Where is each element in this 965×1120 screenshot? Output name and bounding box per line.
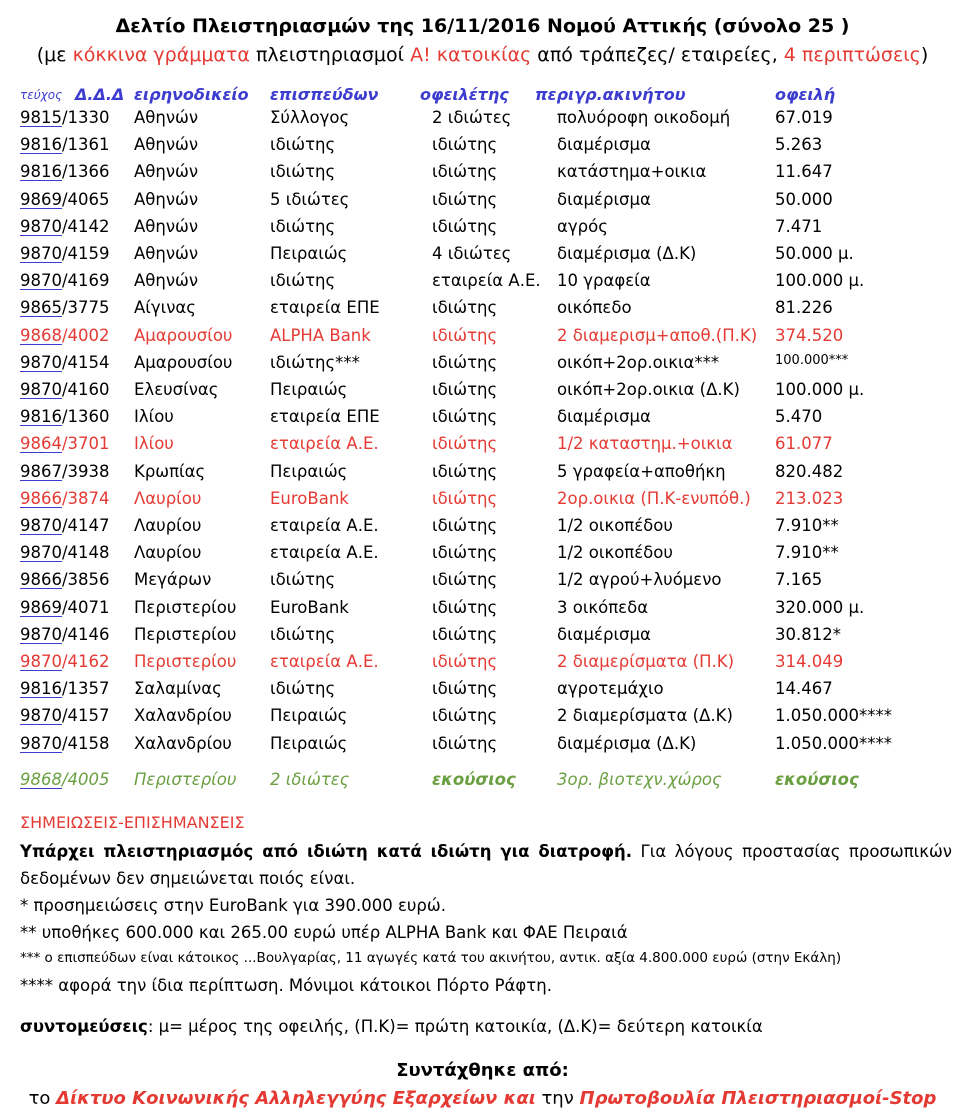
dd-number: /4071 bbox=[62, 597, 110, 617]
property-cell: 5 γραφεία+αποθήκη bbox=[557, 461, 726, 481]
table-row bbox=[0, 298, 965, 325]
property-cell: 1/2 καταστημ.+οικια bbox=[557, 434, 733, 454]
subtitle-part: από τράπεζες/ εταιρείες, bbox=[531, 44, 784, 66]
issue-link[interactable]: 9870 bbox=[20, 271, 62, 291]
table-row bbox=[0, 326, 965, 353]
pursuer-cell: εταιρεία Α.Ε. bbox=[270, 652, 379, 671]
table-row bbox=[0, 271, 965, 298]
dd-number: /1366 bbox=[62, 162, 110, 182]
pursuer-cell: ιδιώτης*** bbox=[270, 352, 360, 372]
issue-link[interactable]: 9816 bbox=[20, 135, 62, 155]
court-cell: Αθηνών bbox=[134, 162, 199, 182]
debt-cell: 314.049 bbox=[775, 652, 844, 671]
court-cell: Χαλανδρίου bbox=[134, 733, 232, 753]
issue-number bbox=[20, 217, 110, 236]
pursuer-cell: εταιρεία Α.Ε. bbox=[270, 543, 379, 563]
court-cell: Λαυρίου bbox=[134, 516, 202, 535]
debt-cell: 14.467 bbox=[775, 679, 833, 699]
dd-number: /4154 bbox=[62, 352, 110, 372]
table-row bbox=[0, 625, 965, 652]
debt-cell: 50.000 bbox=[775, 189, 833, 209]
note-four-star: **** αφορά την ίδια περίπτωση. Μόνιμοι κάτοικοι Πόρτο Ράφτη. bbox=[20, 976, 552, 995]
issue-number bbox=[20, 516, 110, 535]
property-cell: κατάστημα+οικια bbox=[557, 162, 707, 182]
table-row bbox=[0, 516, 965, 543]
table-row bbox=[0, 190, 965, 217]
page-subtitle bbox=[0, 44, 965, 66]
dd-number: /4146 bbox=[62, 624, 110, 644]
debt-cell: 81.226 bbox=[775, 298, 833, 318]
debt-cell: 100.000*** bbox=[775, 352, 849, 368]
debt-cell: 30.812* bbox=[775, 624, 841, 644]
property-cell: 1/2 αγρού+λυόμενο bbox=[557, 570, 722, 590]
pursuer-cell: ιδιώτης bbox=[270, 679, 336, 699]
debtor-cell: ιδιώτης bbox=[432, 461, 498, 481]
issue-link[interactable]: 9870 bbox=[20, 352, 62, 372]
issue-link[interactable]: 9816 bbox=[20, 679, 62, 699]
header-property: περιγρ.ακινήτου bbox=[535, 85, 686, 104]
table-row bbox=[0, 543, 965, 570]
header-debt: οφειλή bbox=[775, 85, 836, 104]
issue-link[interactable]: 9870 bbox=[20, 216, 62, 236]
property-cell: 3 οικόπεδα bbox=[557, 597, 649, 617]
dd-number: /3701 bbox=[62, 434, 110, 454]
issue-number bbox=[20, 380, 110, 399]
debtor-cell: ιδιώτης bbox=[432, 679, 498, 699]
court-cell: Περιστερίου bbox=[134, 597, 237, 617]
court-cell: Περιστερίου bbox=[134, 652, 237, 671]
table-row bbox=[0, 135, 965, 162]
issue-number bbox=[20, 625, 110, 644]
debt-cell: 213.023 bbox=[775, 488, 844, 508]
header-pursuer: επισπεύδων bbox=[270, 85, 379, 104]
note-two-star: ** υποθήκες 600.000 και 265.00 ευρώ υπέρ ALPHA Bank και ΦΑΕ Πειραιά bbox=[20, 923, 628, 942]
pursuer-cell: Πειραιώς bbox=[270, 461, 348, 481]
issue-number bbox=[20, 162, 110, 181]
issue-number bbox=[20, 543, 110, 562]
debtor-cell: ιδιώτης bbox=[432, 516, 498, 535]
table-row bbox=[0, 598, 965, 625]
abbreviations-label: συντομεύσεις bbox=[20, 1017, 148, 1036]
table-row bbox=[0, 770, 965, 797]
dd-number: /3775 bbox=[62, 298, 110, 318]
debtor-cell: ιδιώτης bbox=[432, 380, 498, 399]
pursuer-cell: Πειραιώς bbox=[270, 244, 348, 263]
footer-text: την bbox=[535, 1088, 580, 1109]
debtor-cell: ιδιώτης bbox=[432, 298, 498, 318]
pursuer-cell: εταιρεία Α.Ε. bbox=[270, 434, 379, 454]
property-cell: διαμέρισμα bbox=[557, 407, 651, 427]
note-alimony-text: Για λόγους προστασίας προσωπικών δεδομένων δεν σημειώνεται ποιός είναι. bbox=[20, 842, 952, 888]
issue-link[interactable]: 9866 bbox=[20, 488, 62, 508]
dd-number: /3856 bbox=[62, 570, 110, 590]
table-row bbox=[0, 353, 965, 380]
property-cell: 1/2 οικοπέδου bbox=[557, 543, 673, 563]
pursuer-cell: Πειραιώς bbox=[270, 380, 348, 399]
issue-link[interactable]: 9870 bbox=[20, 244, 62, 263]
dd-number: /1360 bbox=[62, 407, 110, 427]
pursuer-cell: Σύλλογος bbox=[270, 108, 350, 127]
issue-number bbox=[20, 244, 110, 263]
debt-cell: 820.482 bbox=[775, 461, 844, 481]
debtor-cell: 4 ιδιώτες bbox=[432, 244, 512, 263]
table-row bbox=[0, 380, 965, 407]
court-cell: Λαυρίου bbox=[134, 488, 202, 508]
dd-number: /4065 bbox=[62, 189, 110, 209]
issue-link[interactable]: 9870 bbox=[20, 516, 62, 535]
debtor-cell: ιδιώτης bbox=[432, 135, 498, 155]
issue-link[interactable]: 9867 bbox=[20, 461, 62, 481]
abbreviations-text: : μ= μέρος της οφειλής, (Π.Κ)= πρώτη κατοικία, (Δ.Κ)= δεύτερη κατοικία bbox=[147, 1017, 763, 1036]
court-cell: Αθηνών bbox=[134, 108, 199, 127]
dd-number: /4159 bbox=[62, 244, 110, 263]
debt-cell: 61.077 bbox=[775, 434, 833, 454]
issue-link[interactable]: 9869 bbox=[20, 189, 62, 209]
issue-number bbox=[20, 298, 110, 317]
issue-number bbox=[20, 734, 110, 753]
debtor-cell: εταιρεία Α.Ε. bbox=[432, 271, 541, 291]
pursuer-cell: ιδιώτης bbox=[270, 162, 336, 182]
abbreviations bbox=[20, 1017, 763, 1036]
table-row bbox=[0, 434, 965, 461]
property-cell: οικόπ+2ορ.οικια*** bbox=[557, 352, 720, 372]
issue-link[interactable]: 9816 bbox=[20, 162, 62, 182]
issue-number bbox=[20, 706, 110, 725]
debtor-cell: ιδιώτης bbox=[432, 706, 498, 726]
issue-link[interactable]: 9864 bbox=[20, 434, 62, 454]
debt-cell: 1.050.000**** bbox=[775, 706, 892, 726]
dd-number: /4147 bbox=[62, 516, 110, 535]
pursuer-cell: ALPHA Bank bbox=[270, 325, 371, 345]
debt-cell: εκούσιος bbox=[775, 770, 859, 789]
dd-number: /4142 bbox=[62, 216, 110, 236]
issue-number bbox=[20, 190, 110, 209]
dd-number: /3874 bbox=[62, 488, 110, 508]
debt-cell: 7.910** bbox=[775, 516, 839, 535]
issue-link[interactable]: 9870 bbox=[20, 706, 62, 726]
note-alimony-bold: Υπάρχει πλειστηριασμός από ιδιώτη κατά ιδιώτη για διατροφή. bbox=[20, 842, 633, 861]
pursuer-cell: εταιρεία Α.Ε. bbox=[270, 516, 379, 535]
debt-cell: 100.000 μ. bbox=[775, 380, 865, 399]
subtitle-part: ) bbox=[920, 44, 929, 66]
note-three-star: *** ο επισπεύδων είναι κάτοικος ...Βουλγαρίας, 11 αγωγές κατά του ακινήτου, αντικ. αξία 4.800.000 ευρώ (στην Εκάλη) bbox=[20, 950, 842, 966]
debt-cell: 7.910** bbox=[775, 543, 839, 563]
compiled-by-orgs bbox=[0, 1088, 965, 1109]
debt-cell: 50.000 μ. bbox=[775, 244, 854, 263]
pursuer-cell: Πειραιώς bbox=[270, 733, 348, 753]
dd-number: /4162 bbox=[62, 652, 110, 671]
issue-link[interactable]: 9870 bbox=[20, 624, 62, 644]
property-cell: διαμέρισμα (Δ.Κ) bbox=[557, 733, 697, 753]
court-cell: Περιστερίου bbox=[134, 624, 237, 644]
dd-number: /1330 bbox=[62, 108, 110, 127]
debt-cell: 5.470 bbox=[775, 407, 823, 427]
header-dd: Δ.Δ.Δ bbox=[75, 85, 125, 104]
dd-number: /4157 bbox=[62, 706, 110, 726]
pursuer-cell: 5 ιδιώτες bbox=[270, 189, 350, 209]
table-row bbox=[0, 706, 965, 733]
subtitle-first-home: Α! κατοικίας bbox=[410, 44, 532, 66]
table-row bbox=[0, 217, 965, 244]
court-cell: Αμαρουσίου bbox=[134, 352, 233, 372]
pursuer-cell: ιδιώτης bbox=[270, 271, 336, 291]
debtor-cell: ιδιώτης bbox=[432, 570, 498, 590]
dd-number: /4002 bbox=[62, 325, 110, 345]
pursuer-cell: εταιρεία ΕΠΕ bbox=[270, 298, 380, 318]
debtor-cell: ιδιώτης bbox=[432, 352, 498, 372]
property-cell: οικόπ+2ορ.οικια (Δ.Κ) bbox=[557, 380, 740, 399]
debt-cell: 1.050.000**** bbox=[775, 733, 892, 753]
table-row bbox=[0, 570, 965, 597]
property-cell: 1/2 οικοπέδου bbox=[557, 516, 673, 535]
issue-number bbox=[20, 462, 110, 481]
property-cell: 2 διαμερίσματα (Δ.Κ) bbox=[557, 706, 733, 726]
table-row bbox=[0, 734, 965, 761]
issue-link[interactable]: 9868 bbox=[20, 325, 62, 345]
debt-cell: 7.471 bbox=[775, 216, 823, 236]
dd-number: /4160 bbox=[62, 380, 110, 399]
table-row bbox=[0, 489, 965, 516]
property-cell: διαμέρισμα bbox=[557, 624, 651, 644]
dd-number: /4005 bbox=[62, 770, 110, 789]
issue-number bbox=[20, 489, 110, 508]
issue-number bbox=[20, 679, 110, 698]
debtor-cell: ιδιώτης bbox=[432, 162, 498, 182]
debtor-cell: εκούσιος bbox=[432, 770, 516, 789]
issue-number bbox=[20, 598, 110, 617]
pursuer-cell: 2 ιδιώτες bbox=[270, 770, 350, 789]
pursuer-cell: Πειραιώς bbox=[270, 706, 348, 726]
property-cell: διαμέρισμα bbox=[557, 189, 651, 209]
issue-number bbox=[20, 434, 110, 453]
court-cell: Αμαρουσίου bbox=[134, 325, 233, 345]
note-one-star: * προσημειώσεις στην EuroBank για 390.000 ευρώ. bbox=[20, 896, 446, 915]
court-cell: Αθηνών bbox=[134, 216, 199, 236]
debtor-cell: ιδιώτης bbox=[432, 325, 498, 345]
property-cell: αγρός bbox=[557, 216, 608, 236]
property-cell: οικόπεδο bbox=[557, 298, 632, 318]
debtor-cell: ιδιώτης bbox=[432, 597, 498, 617]
issue-number bbox=[20, 135, 110, 154]
pursuer-cell: ιδιώτης bbox=[270, 216, 336, 236]
debt-cell: 374.520 bbox=[775, 325, 844, 345]
debt-cell: 320.000 μ. bbox=[775, 597, 865, 617]
issue-link[interactable]: 9865 bbox=[20, 298, 62, 318]
issue-number bbox=[20, 271, 110, 290]
issue-link[interactable]: 9870 bbox=[20, 380, 62, 399]
debt-cell: 11.647 bbox=[775, 162, 833, 182]
subtitle-red-letters: κόκκινα γράμματα bbox=[72, 44, 250, 66]
pursuer-cell: εταιρεία ΕΠΕ bbox=[270, 407, 380, 427]
debt-cell: 67.019 bbox=[775, 108, 833, 127]
court-cell: Ελευσίνας bbox=[134, 380, 219, 399]
debtor-cell: ιδιώτης bbox=[432, 216, 498, 236]
table-row bbox=[0, 108, 965, 135]
court-cell: Αθηνών bbox=[134, 189, 199, 209]
dd-number: /4158 bbox=[62, 733, 110, 753]
court-cell: Περιστερίου bbox=[134, 770, 237, 789]
subtitle-part: (με bbox=[36, 44, 73, 66]
court-cell: Αθηνών bbox=[134, 271, 199, 291]
debtor-cell: ιδιώτης bbox=[432, 434, 498, 454]
court-cell: Ιλίου bbox=[134, 434, 174, 454]
debt-cell: 100.000 μ. bbox=[775, 271, 865, 291]
property-cell: 10 γραφεία bbox=[557, 271, 651, 291]
table-row bbox=[0, 162, 965, 189]
issue-link[interactable]: 9816 bbox=[20, 407, 62, 427]
court-cell: Κρωπίας bbox=[134, 461, 206, 481]
pursuer-cell: EuroBank bbox=[270, 597, 349, 617]
note-alimony bbox=[20, 838, 952, 892]
issue-number bbox=[20, 407, 110, 426]
table-row bbox=[0, 407, 965, 434]
subtitle-cases-count: 4 περιπτώσεις bbox=[783, 44, 921, 66]
issue-link[interactable]: 9815 bbox=[20, 108, 62, 127]
dd-number: /1357 bbox=[62, 679, 110, 699]
debtor-cell: 2 ιδιώτες bbox=[432, 108, 512, 127]
debtor-cell: ιδιώτης bbox=[432, 652, 498, 671]
court-cell: Μεγάρων bbox=[134, 570, 212, 590]
compiled-by: Συντάχθηκε από: bbox=[396, 1060, 569, 1081]
property-cell: διαμέρισμα bbox=[557, 135, 651, 155]
dd-number: /4148 bbox=[62, 543, 110, 563]
issue-link[interactable]: 9868 bbox=[20, 770, 62, 789]
table-row bbox=[0, 244, 965, 271]
issue-number bbox=[20, 326, 110, 345]
issue-number bbox=[20, 108, 110, 127]
debtor-cell: ιδιώτης bbox=[432, 488, 498, 508]
debt-cell: 7.165 bbox=[775, 570, 823, 590]
debtor-cell: ιδιώτης bbox=[432, 189, 498, 209]
issue-link[interactable]: 9870 bbox=[20, 733, 62, 753]
dd-number: /3938 bbox=[62, 461, 110, 481]
issue-number bbox=[20, 353, 110, 372]
table-row bbox=[0, 679, 965, 706]
dd-number: /4169 bbox=[62, 271, 110, 291]
property-cell: 2 διαμερίσματα (Π.Κ) bbox=[557, 652, 735, 671]
dd-number: /1361 bbox=[62, 135, 110, 155]
property-cell: αγροτεμάχιο bbox=[557, 679, 664, 699]
debt-cell: 5.263 bbox=[775, 135, 823, 155]
court-cell: Σαλαμίνας bbox=[134, 679, 222, 699]
pursuer-cell: ιδιώτης bbox=[270, 624, 336, 644]
issue-number bbox=[20, 770, 110, 789]
issue-link[interactable]: 9870 bbox=[20, 652, 62, 671]
court-cell: Λαυρίου bbox=[134, 543, 202, 563]
table-row bbox=[0, 462, 965, 489]
header-issue: τεύχος bbox=[20, 88, 63, 102]
notes-heading: ΣΗΜΕΙΩΣΕΙΣ-ΕΠΙΣΗΜΑΝΣΕΙΣ bbox=[20, 813, 245, 832]
footer-org-exarcheia: Δίκτυο Κοινωνικής Αλληλεγγύης Εξαρχείων και bbox=[56, 1088, 536, 1109]
debtor-cell: ιδιώτης bbox=[432, 624, 498, 644]
court-cell: Ιλίου bbox=[134, 407, 174, 427]
issue-link[interactable]: 9869 bbox=[20, 597, 62, 617]
table-header bbox=[0, 85, 965, 105]
page-title: Δελτίο Πλειστηριασμών της 16/11/2016 Νομού Αττικής (σύνολο 25 ) bbox=[115, 15, 850, 37]
issue-number bbox=[20, 652, 110, 671]
footer-text: το bbox=[28, 1088, 57, 1109]
court-cell: Χαλανδρίου bbox=[134, 706, 232, 726]
subtitle-part: πλειστηριασμοί bbox=[249, 44, 411, 66]
pursuer-cell: ιδιώτης bbox=[270, 135, 336, 155]
court-cell: Αθηνών bbox=[134, 135, 199, 155]
issue-number bbox=[20, 570, 110, 589]
pursuer-cell: EuroBank bbox=[270, 488, 349, 508]
header-debtor: οφειλέτης bbox=[420, 85, 509, 104]
issue-link[interactable]: 9870 bbox=[20, 543, 62, 563]
property-cell: 2ορ.οικια (Π.Κ-ενυπόθ.) bbox=[557, 488, 751, 508]
property-cell: διαμέρισμα (Δ.Κ) bbox=[557, 244, 697, 263]
court-cell: Αθηνών bbox=[134, 244, 199, 263]
header-court: ειρηνοδικείο bbox=[134, 85, 249, 104]
table-row bbox=[0, 652, 965, 679]
court-cell: Αίγινας bbox=[134, 298, 196, 318]
debtor-cell: ιδιώτης bbox=[432, 407, 498, 427]
pursuer-cell: ιδιώτης bbox=[270, 570, 336, 590]
footer-org-stop: Πρωτοβουλία Πλειστηριασμοί-Stop bbox=[579, 1088, 937, 1109]
property-cell: 3ορ. βιοτεχν.χώρος bbox=[557, 770, 722, 789]
property-cell: 2 διαμερισμ+αποθ.(Π.Κ) bbox=[557, 325, 758, 345]
debtor-cell: ιδιώτης bbox=[432, 543, 498, 563]
property-cell: πολυόροφη οικοδομή bbox=[557, 108, 731, 127]
issue-link[interactable]: 9866 bbox=[20, 570, 62, 590]
debtor-cell: ιδιώτης bbox=[432, 733, 498, 753]
